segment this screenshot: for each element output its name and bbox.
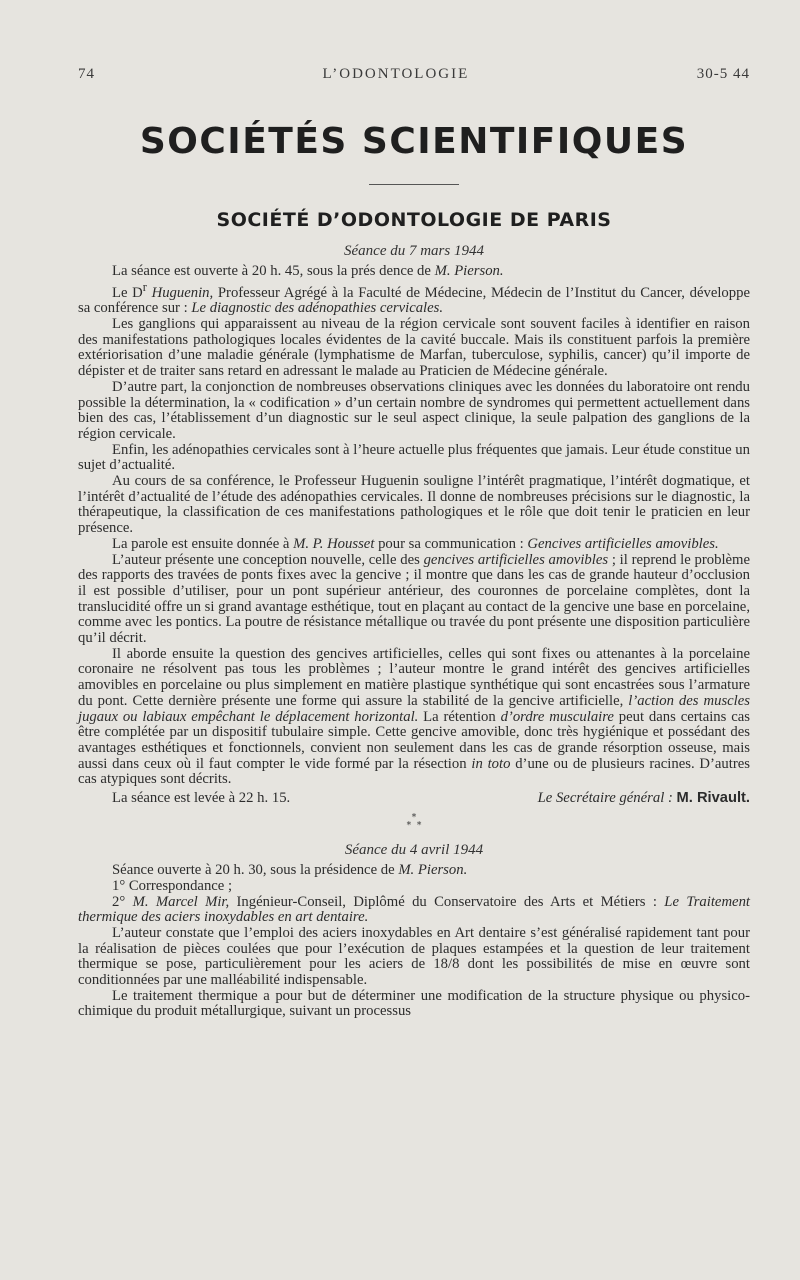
paragraph: Les ganglions qui apparaissent au niveau de la région cervicale sont souvent faciles à identifier en raison des manifestations pathologiques locales évidentes de la cavité buccale. Mais ils constituent parfois la première extériorisation d’une maladie générale (lymphatisme de Marfan, tuberculose, syphilis, cancer) qu’il importe de dépister et de traiter sans retard en adressant le malade au Praticien de Médecine générale. bbox=[78, 316, 750, 380]
title-divider bbox=[369, 184, 459, 185]
session-closing bbox=[78, 790, 750, 806]
journal-title: L’ODONTOLOGIE bbox=[322, 66, 470, 82]
signature-role: Le Secrétaire général : bbox=[537, 790, 673, 807]
page-number: 74 bbox=[78, 66, 95, 82]
paragraph bbox=[78, 280, 750, 317]
text: 2° bbox=[112, 893, 133, 910]
session-2-title: Séance du 4 avril 1944 bbox=[344, 842, 484, 859]
speaker-name: Huguenin, bbox=[146, 284, 214, 301]
text: Le D bbox=[112, 284, 143, 301]
session-1-title: Séance du 7 mars 1944 bbox=[344, 243, 484, 259]
communication-topic: Gencives artificielles amovibles. bbox=[527, 535, 719, 552]
running-head bbox=[78, 66, 750, 83]
text: Professeur Agrégé à la Faculté de Médecine, Médecin de l’Institut du Cancer, développe sa conférence sur : bbox=[78, 284, 750, 317]
text: Séance ouverte à 20 h. 30, sous la présidence de bbox=[112, 862, 399, 879]
signature bbox=[538, 790, 750, 806]
communication-topic: Le Traitement thermique des aciers inoxydables en art dentaire. bbox=[78, 893, 750, 926]
section-title: SOCIÉTÉS SCIENTIFIQUES bbox=[139, 121, 689, 162]
asterism-divider: * * * bbox=[406, 813, 422, 832]
paragraph: Au cours de sa conférence, le Professeur Huguenin souligne l’intérêt pragmatique, l’intérêt dogmatique, et l’intérêt d’actualité de l’étude des adénopathies cervicales. Il donne de nombreuses précisions sur le diagnostic, la thérapeutique, la classification de ces manifestations pathologiques et le rôle que doit tenir le praticien en leur présence. bbox=[78, 473, 750, 537]
paragraph: D’autre part, la conjonction de nombreuses observations cliniques avec les données du laboratoire ont rendu possible la détermination, la « codification » d’un certain nombre de syndromes qui permettent actuellement dans bien des cas, l’établissement d’un diagnostic sur le seul aspect clinique, la seule palpation des ganglions de la région cervicale. bbox=[78, 378, 750, 442]
text: peut dans certains cas être complétée par un dispositif tubulaire simple. Cette gencive amovible, donc très hygiénique et possédant des avantages esthétiques et fonctionnels, convient non seulement dans les cas de grande résorption osseuse, mais aussi dans ceux où il faut compter le vide formé par la résection bbox=[78, 708, 750, 772]
text: La parole est ensuite donnée à bbox=[112, 535, 294, 552]
text: ; il reprend le problème des rapports des travées de ponts fixes avec la gencive ; il montre que dans les cas de grande hauteur d’occlusion il est possible d’utiliser, pour un pont supérieur antérieur, des couronnes de porcelaine complètes, dont la translucidité offre un si grand avantage esthétique, tout en plaçant au contact de la gencive une base en porcelaine, comme avec les pontics. La poutre de résistance métallique ou travée du pont présente une disposition particulière qu’il décrit. bbox=[78, 551, 750, 647]
paragraph bbox=[78, 537, 750, 553]
paragraph: 1° Correspondance ; bbox=[112, 877, 233, 894]
paragraph: Le traitement thermique a pour but de déterminer une modification de la structure physique ou physico-chimique du produit métallurgique, suivant un processus bbox=[78, 987, 750, 1020]
text: Ingénieur-Conseil, Diplômé du Conservatoire des Arts et Métiers : bbox=[229, 893, 665, 910]
text: La rétention bbox=[418, 708, 501, 725]
paragraph bbox=[78, 895, 750, 926]
paragraph bbox=[78, 647, 750, 788]
text: d’une ou de plusieurs racines. D’autres cas atypiques sont décrits. bbox=[78, 755, 750, 788]
session-2-body bbox=[78, 863, 750, 1020]
closing-text: La séance est levée à 22 h. 15. bbox=[112, 790, 291, 807]
paragraph: Enfin, les adénopathies cervicales sont à l’heure actuelle plus fréquentes que jamais. Leur étude constitue un sujet d’actualité. bbox=[78, 441, 750, 474]
president-name: M. Pierson. bbox=[434, 263, 504, 279]
speaker-name: M. P. Housset bbox=[293, 535, 375, 552]
paragraph: L’auteur constate que l’emploi des aciers inoxydables en Art dentaire s’est généralisé rapidement tant pour la réalisation de pièces coulées que pour l’exécution de plaques estampées et la question de leur traitement thermique se pose, particulièrement pour les aciers de 18/8 dont les possibilités de mise en œuvre sont conditionnées par une malléabilité indispensable. bbox=[78, 924, 750, 989]
text: pour sa communication : bbox=[374, 535, 528, 552]
italic-term: gencives artificielles amovibles bbox=[423, 551, 609, 568]
paragraph bbox=[78, 264, 750, 280]
italic-term: l’action des muscles jugaux ou labiaux empêchant le déplacement horizontal. bbox=[78, 692, 750, 725]
text: Il aborde ensuite la question des gencives artificielles, celles qui sont fixes ou attenantes à la porcelaine coronaire ne résolvent pas tous les problèmes ; l’auteur montre le grand intérêt des gencives artificielles amovibles en porcelaine ou plus simplement en matière plastique synthétique qui sont encastrées sous l’armature du pont. Cette dernière présente une forme qui assure la stabilité de la gencive artificielle, bbox=[78, 645, 750, 709]
lecture-topic: Le diagnostic des adénopathies cervicales. bbox=[191, 300, 444, 317]
italic-term: d’ordre musculaire bbox=[500, 708, 614, 725]
text: La séance est ouverte à 20 h. 45, sous la prés dence de bbox=[112, 263, 435, 279]
paragraph bbox=[78, 553, 750, 647]
italic-term: in toto bbox=[471, 755, 511, 772]
session-1-body bbox=[78, 264, 750, 788]
superscript: r bbox=[142, 279, 147, 294]
paragraph bbox=[78, 863, 750, 879]
president-name: M. Pierson. bbox=[398, 862, 468, 879]
text: L’auteur présente une conception nouvelle, celle des bbox=[112, 551, 424, 568]
society-name: SOCIÉTÉ D’ODONTOLOGIE DE PARIS bbox=[216, 209, 612, 231]
issue-date: 30-5 44 bbox=[696, 66, 750, 82]
signature-name: M. Rivault. bbox=[676, 790, 750, 807]
speaker-name: M. Marcel Mir, bbox=[132, 893, 230, 910]
